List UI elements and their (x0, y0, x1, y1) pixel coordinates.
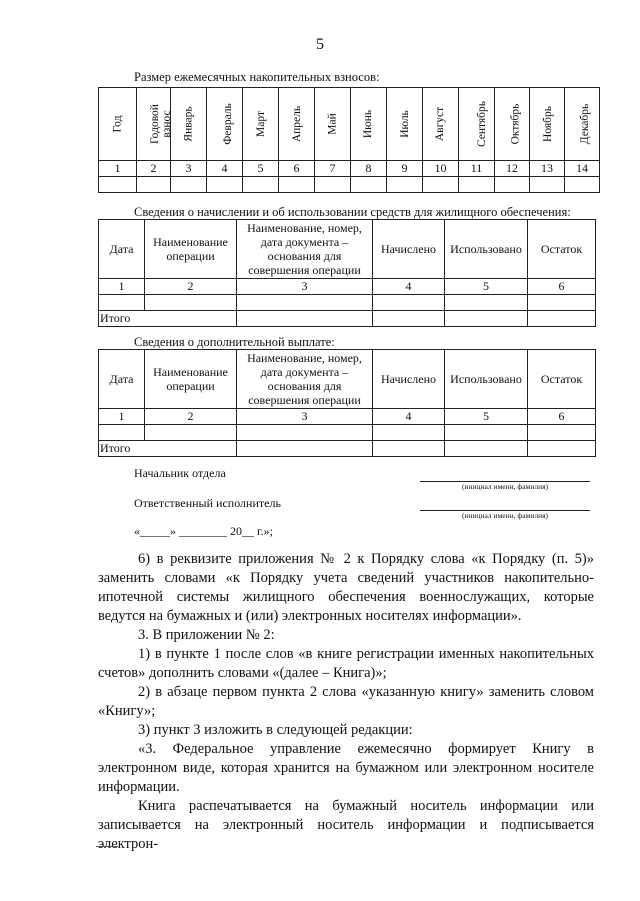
header-used: Использовано (445, 220, 528, 279)
header-cell (137, 88, 171, 161)
header-cell (207, 88, 243, 161)
header-document: Наименование, номер, дата документа – основания для совершения операции (237, 220, 373, 279)
column-number: 2 (137, 161, 171, 177)
header-document: Наименование, номер, дата документа – основания для совершения операции (237, 350, 373, 409)
column-number: 6 (528, 409, 596, 425)
table-row (99, 177, 600, 193)
column-number: 1 (99, 161, 137, 177)
header-year: Год (111, 115, 124, 133)
total-row (99, 441, 596, 457)
column-number: 4 (207, 161, 243, 177)
accrual-usage-table (98, 219, 596, 327)
header-month: Март (254, 111, 267, 137)
header-accrued: Начислено (373, 220, 445, 279)
head-signature-hint: (инициал имени, фамилия) (461, 482, 549, 491)
body-paragraph: 6) в реквизите приложения № 2 к Порядку слова «к Порядку (п. 5)» заменить словами «к Порядку учета сведений участников накопительно-ипотечной системы жилищного обеспечения военнослужащих, которые ведутся на бумажных и (или) электронных носителях информации». (98, 551, 594, 624)
table-header-row (99, 88, 600, 161)
header-month: Сентябрь (476, 100, 489, 148)
column-number: 5 (445, 409, 528, 425)
total-label: Итого (99, 311, 237, 327)
header-balance: Остаток (528, 350, 596, 409)
column-number: 9 (387, 161, 423, 177)
header-cell (459, 88, 495, 161)
section1-caption: Размер ежемесячных накопительных взносов: (134, 70, 380, 84)
column-number: 13 (530, 161, 565, 177)
executor-signature-hint: (инициал имени, фамилия) (461, 511, 549, 520)
column-number: 11 (459, 161, 495, 177)
column-number-row (99, 409, 596, 425)
header-cell (387, 88, 423, 161)
header-annual: Годовой взнос (149, 104, 173, 144)
column-number: 10 (423, 161, 459, 177)
header-date: Дата (99, 220, 145, 279)
column-number: 14 (565, 161, 600, 177)
header-cell (315, 88, 351, 161)
header-month: Апрель (291, 105, 304, 143)
column-number: 6 (528, 279, 596, 295)
header-cell (171, 88, 207, 161)
monthly-contributions-table (98, 87, 600, 193)
header-month: Июль (398, 110, 411, 138)
table-header-row (99, 220, 596, 279)
header-used: Использовано (445, 350, 528, 409)
column-number: 8 (351, 161, 387, 177)
header-cell (99, 88, 137, 161)
responsible-executor-label: Ответственный исполнитель (134, 496, 281, 510)
column-number: 12 (495, 161, 530, 177)
column-number: 4 (373, 279, 445, 295)
column-number-row (99, 161, 600, 177)
header-cell (495, 88, 530, 161)
header-month: Август (434, 106, 447, 142)
column-number: 3 (237, 409, 373, 425)
header-operation: Наименование операции (145, 220, 237, 279)
body-paragraph: 2) в абзаце первом пункта 2 слова «указанную книгу» заменить словом «Книгу»; (98, 684, 594, 719)
header-cell (423, 88, 459, 161)
column-number: 5 (243, 161, 279, 177)
column-number: 2 (145, 409, 237, 425)
body-paragraph: 3) пункт 3 изложить в следующей редакции: (138, 722, 413, 738)
column-number: 3 (171, 161, 207, 177)
header-operation: Наименование операции (145, 350, 237, 409)
total-label: Итого (99, 441, 237, 457)
header-cell (243, 88, 279, 161)
section3-caption: Сведения о дополнительной выплате: (134, 335, 335, 349)
table-row (99, 425, 596, 441)
table-header-row (99, 350, 596, 409)
header-date: Дата (99, 350, 145, 409)
header-month: Май (326, 113, 339, 135)
body-paragraph: 1) в пункте 1 после слов «в книге регистрации именных накопительных счетов» дополнить словами «(далее – Книга)»; (98, 646, 594, 681)
header-month: Июнь (362, 109, 375, 139)
header-cell (279, 88, 315, 161)
header-cell (530, 88, 565, 161)
header-month: Декабрь (579, 103, 592, 145)
page-number: 5 (316, 36, 324, 53)
column-number: 5 (445, 279, 528, 295)
column-number: 6 (279, 161, 315, 177)
footer-mark (96, 846, 118, 847)
table-row (99, 295, 596, 311)
column-number: 1 (99, 279, 145, 295)
date-line: «_____» ________ 20__ г.»; (134, 524, 273, 538)
head-of-department-label: Начальник отдела (134, 466, 226, 480)
body-text (98, 550, 594, 854)
header-month: Октябрь (509, 103, 522, 145)
header-accrued: Начислено (373, 350, 445, 409)
column-number: 1 (99, 409, 145, 425)
body-paragraph: «3. Федеральное управление ежемесячно формирует Книгу в электронном виде, которая хранится на бумажном или электронном носителе информации. (98, 741, 594, 795)
column-number-row (99, 279, 596, 295)
total-row (99, 311, 596, 327)
header-balance: Остаток (528, 220, 596, 279)
additional-payment-table (98, 349, 596, 457)
column-number: 4 (373, 409, 445, 425)
column-number: 2 (145, 279, 237, 295)
column-number: 7 (315, 161, 351, 177)
header-month: Февраль (221, 103, 234, 145)
header-cell (565, 88, 600, 161)
section2-caption: Сведения о начислении и об использовании средств для жилищного обеспечения: (134, 205, 571, 219)
body-paragraph: Книга распечатывается на бумажный носитель информации или записывается на электронный носитель информации и подписывается электрон- (98, 798, 594, 852)
header-month: Январь (182, 106, 195, 142)
column-number: 3 (237, 279, 373, 295)
header-cell (351, 88, 387, 161)
body-paragraph: 3. В приложении № 2: (138, 627, 275, 643)
header-month: Ноябрь (541, 106, 554, 142)
